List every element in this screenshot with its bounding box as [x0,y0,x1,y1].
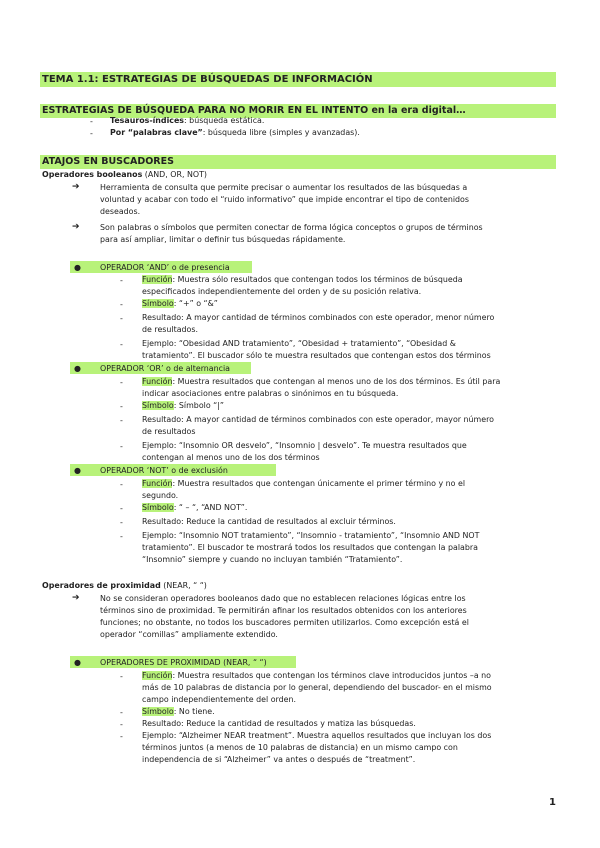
subheading-booleanos: Operadores booleanos (AND, OR, NOT) [42,170,207,179]
operator-heading-near: OPERADORES DE PROXIMIDAD (NEAR, “ “) [100,658,267,667]
paragraph-line: Resultado: Reduce la cantidad de resultados al excluir términos. [142,517,396,526]
paragraph-line: voluntad y acabar con todo el “ruido informativo” que impide encontrar el tipo de contenidos [100,195,469,204]
paragraph-line: No se consideran operadores booleanos dado que no establecen relaciones lógicas entre los [100,594,466,603]
page-number: 1 [549,797,556,808]
list-item: Símbolo: No tiene. [142,707,215,716]
arrow-icon: ➔ [72,593,80,603]
list-item: Símbolo: “ – “, “AND NOT”. [142,503,248,512]
dash-bullet: - [90,129,93,138]
dash-bullet: - [120,378,123,387]
dash-bullet: - [120,480,123,489]
paragraph-line: operador “comillas” ampliamente extendido. [100,630,278,639]
paragraph-line: segundo. [142,491,179,500]
paragraph-line: campo independientemente del orden. [142,695,296,704]
list-item: Función: Muestra resultados que contengan únicamente el primer término y no el [142,479,466,488]
paragraph-line: “Insomnio” siempre y cuando no incluyan también “Tratamiento”. [142,555,403,564]
paragraph-line: Son palabras o símbolos que permiten conectar de forma lógica conceptos o grupos de términos [100,223,483,232]
bullet-dot: ● [74,658,81,667]
dash-bullet: - [90,117,93,126]
operator-heading-or: OPERADOR ‘OR’ o de alternancia [100,364,231,373]
dash-bullet: - [120,504,123,513]
dash-bullet: - [120,402,123,411]
dash-bullet: - [120,276,123,285]
paragraph-line: Ejemplo: “Obesidad AND tratamiento”, “Obesidad + tratamiento”, “Obesidad & [142,339,456,348]
section-heading-atajos: ATAJOS EN BUSCADORES [40,155,556,169]
dash-bullet: - [120,416,123,425]
dash-bullet: - [120,532,123,541]
paragraph-line: de resultados. [142,325,198,334]
paragraph-line: Resultado: A mayor cantidad de términos combinados con este operador, menor número [142,313,495,322]
paragraph-line: deseados. [100,207,141,216]
subheading-proximidad: Operadores de proximidad (NEAR, “ “) [42,581,207,590]
paragraph-line: tratamiento”. El buscador te mostrará todos los resultados que contengan la palabra [142,543,478,552]
dash-bullet: - [120,708,123,717]
paragraph-line: más de 10 palabras de distancia por lo general, dependiendo del buscador- en el mismo [142,683,492,692]
page-title: TEMA 1.1: ESTRATEGIAS DE BÚSQUEDAS DE INFORMACIÓN [40,72,556,87]
operator-heading-not: OPERADOR ‘NOT’ o de exclusión [100,466,228,475]
list-item: Símbolo: Símbolo “|” [142,401,225,410]
paragraph-line: Herramienta de consulta que permite precisar o aumentar los resultados de las búsquedas a [100,183,468,192]
paragraph-line: términos sino de proximidad. Te permitirán afinar los resultados obtenidos con los anteriores [100,606,467,615]
dash-bullet: - [120,340,123,349]
list-item: Función: Muestra sólo resultados que contengan todos los términos de búsqueda [142,275,463,284]
list-item: Función: Muestra resultados que contengan al menos uno de los dos términos. Es útil para [142,377,501,386]
paragraph-line: términos juntos (a menos de 10 palabras de distancia) en un mismo campo con [142,743,458,752]
bullet-dot: ● [74,466,81,475]
list-item: Tesauros-índices: búsqueda estática. [110,116,265,125]
paragraph-line: especificados independientemente del orden y de su posición relativa. [142,287,422,296]
dash-bullet: - [120,732,123,741]
paragraph-line: de resultados [142,427,196,436]
list-item: Función: Muestra resultados que contengan los términos clave introducidos juntos –a no [142,671,491,680]
paragraph-line: tratamiento”. El buscador sólo te muestra resultados que contengan estos dos términos [142,351,491,360]
bullet-dot: ● [74,263,81,272]
dash-bullet: - [120,300,123,309]
arrow-icon: ➔ [72,222,80,232]
dash-bullet: - [120,442,123,451]
paragraph-line: indicar asociaciones entre palabras o sinónimos en tu búsqueda. [142,389,399,398]
paragraph-line: contengan al menos uno de los dos términos [142,453,320,462]
list-item: Por “palabras clave”: búsqueda libre (simples y avanzadas). [110,128,360,137]
arrow-icon: ➔ [72,182,80,192]
paragraph-line: funciones; no obstante, no todos los buscadores permiten utilizarlos. Como excepción está el [100,618,469,627]
paragraph-line: Ejemplo: “Insomnio NOT tratamiento”, “Insomnio - tratamiento”, “Insomnio AND NOT [142,531,480,540]
bullet-dot: ● [74,364,81,373]
section-heading-estrategias: ESTRATEGIAS DE BÚSQUEDA PARA NO MORIR EN EL INTENTO en la era digital… [40,104,556,118]
paragraph-line: Resultado: A mayor cantidad de términos combinados con este operador, mayor número [142,415,494,424]
paragraph-line: Resultado: Reduce la cantidad de resultados y matiza las búsquedas. [142,719,416,728]
list-item: Símbolo: “+” o “&” [142,299,218,308]
paragraph-line: independencia de si “Alzheimer” va antes o después de “treatment”. [142,755,416,764]
dash-bullet: - [120,314,123,323]
dash-bullet: - [120,720,123,729]
paragraph-line: Ejemplo: “Insomnio OR desvelo”, “Insomnio | desvelo”. Te muestra resultados que [142,441,467,450]
dash-bullet: - [120,518,123,527]
operator-heading-and: OPERADOR ‘AND’ o de presencia [100,263,230,272]
paragraph-line: para así ampliar, limitar o definir tus búsquedas rápidamente. [100,235,346,244]
paragraph-line: Ejemplo: “Alzheimer NEAR treatment”. Muestra aquellos resultados que incluyan los dos [142,731,492,740]
dash-bullet: - [120,672,123,681]
